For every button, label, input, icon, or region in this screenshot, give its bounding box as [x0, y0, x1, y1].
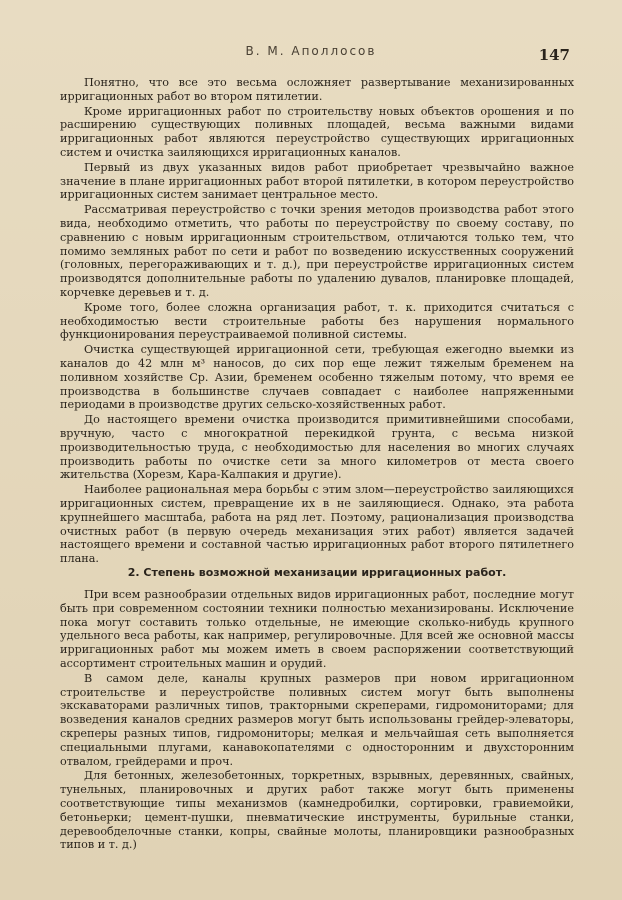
- running-head: В. М. Аполлосов: [245, 44, 377, 58]
- paragraph: Понятно, что все это весьма осложняет развертывание механизированных ирригационных работ во втором пятилетии.: [60, 76, 574, 103]
- paragraph: Кроме ирригационных работ по строительству новых объектов орошения и по расширению существующих поливных площадей, весьма важными видами ирригационных работ являются переустройство существующих ирригационных систем и очистка заиляющихся ирригационных каналов.: [60, 104, 574, 159]
- page-number: 147: [538, 46, 570, 64]
- paragraph: При всем разнообразии отдельных видов ирригационных работ, последние могут быть при современном состоянии техники полностью механизированы. Исключение пока могут составить только отдельные, не имеющие сколько-нибудь крупного удельного веса работы, как например, регулировочные. Для всей же основной массы ирригационных работ мы можем иметь в своем распоряжении соответствующий ассортимент строительных машин и орудий.: [60, 588, 574, 670]
- paragraph: Рассматривая переустройство с точки зрения методов производства работ этого вида, необходимо отметить, что работы по переустройству по своему составу, по сравнению с новым ирригационным строительством, отличаются только тем, что помимо земляных работ по сети и работ по возведению искусственных сооружений (головных, перегораживающих и т. д.), при переустройстве ирригационных систем производятся дополнительные работы по удалению дувалов, планировке площадей, корчевке деревьев и т. д.: [60, 203, 574, 299]
- body-text-bottom: [60, 588, 574, 852]
- paragraph: До настоящего времени очистка производится примитивнейшими способами, вручную, часто с многократной перекидкой грунта, с весьма низкой производительностью труда, с необходимостью для населения во многих случаях производить работы по очистке сети за много километров от места своего жительства (Хорезм, Кара-Калпакия и другие).: [60, 413, 574, 482]
- paragraph: В самом деле, каналы крупных размеров при новом ирригационном строительстве и переустройстве поливных систем могут быть выполнены экскаваторами различных типов, тракторными скреперами, гидромониторами; для возведения каналов средних размеров могут быть использованы грейдер-элеваторы, скреперы разных типов, гидромониторы; мелкая и мельчайшая сеть выполняется специальными плугами, канавокопателями с односторонним и двухсторонним отвалом, грейдерами и проч.: [60, 671, 574, 768]
- paragraph: Для бетонных, железобетонных, торкретных, взрывных, деревянных, свайных, тунельных, планировочных и других работ также могут быть применены соответствующие типы механизмов (камнедробилки, сортировки, гравиемойки, бетоньерки; цемент-пушки, пневматические инструменты, бурильные станки, деревообделочные станки, копры, свайные молоты, планировщики разнообразных типов и т. д.): [60, 769, 574, 852]
- body-text-top: [60, 76, 574, 566]
- paragraph: Кроме того, более сложна организация работ, т. к. приходится считаться с необходимостью вести строительные работы без нарушения нормального функционирования переустраиваемой поливной системы.: [60, 300, 574, 342]
- paragraph: Очистка существующей ирригационной сети, требующая ежегодно выемки из каналов до 42 млн м³ наносов, до сих пор еще лежит тяжелым бременем на поливном хозяйстве Ср. Азии, бременем особенно тяжелым потому, что время ее производства в большинстве случаев совпадает с наиболее напряженными периодами в производстве других сельско-хозяйственных работ.: [60, 343, 574, 412]
- paragraph: Первый из двух указанных видов работ приобретает чрезвычайно важное значение в плане ирригационных работ второй пятилетки, в котором переустройство ирригационных систем занимает центральное место.: [60, 160, 574, 202]
- section-heading: 2. Степень возможной механизации ирригационных работ.: [127, 566, 507, 579]
- paragraph: Наиболее рациональная мера борьбы с этим злом—переустройство заиляющихся ирригационных систем, превращение их в не заиляющиеся. Однако, эта работа крупнейшего масштаба, работа на ряд лет. Поэтому, рационализация производства очистных работ (в первую очередь механизация этих работ) является задачей настоящего времени и составной частью ирригационных работ второго пятилетнего плана.: [60, 483, 574, 566]
